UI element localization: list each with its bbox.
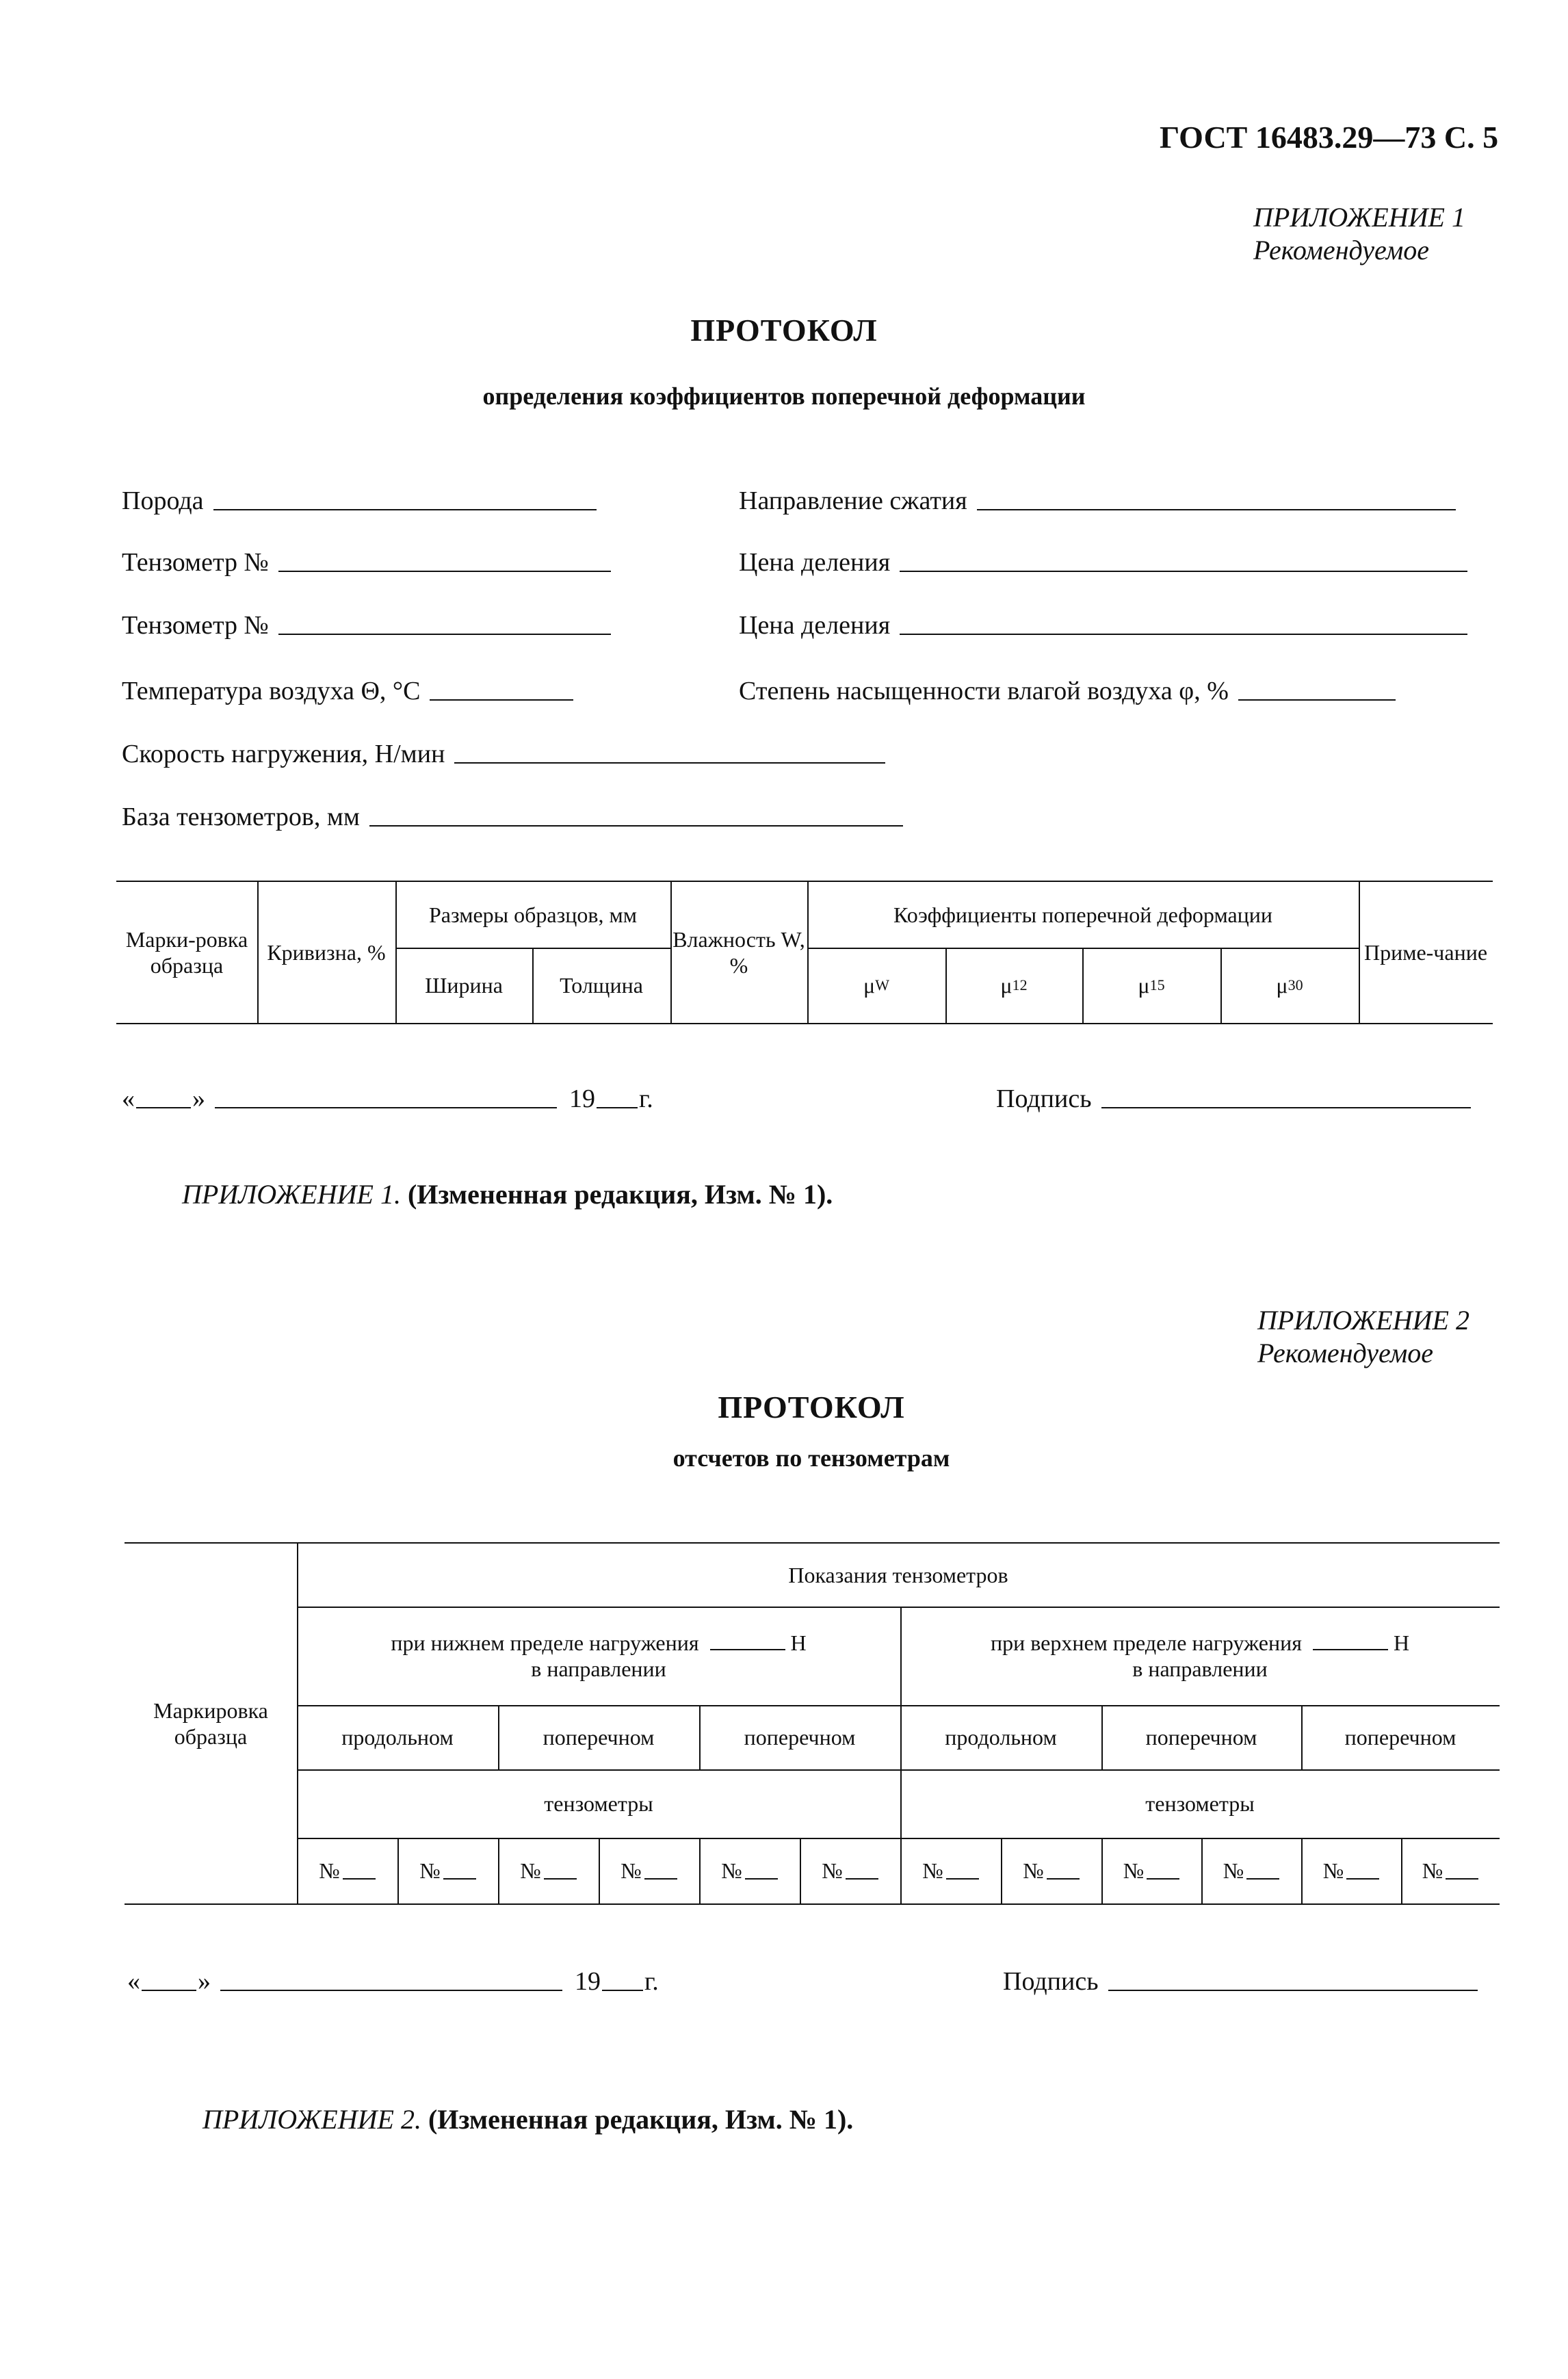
direction-cell: поперечном [744, 1725, 856, 1750]
appendix2-title: ПРОТОКОЛ [718, 1390, 905, 1425]
col-marking: Марки-ровка образца [125, 927, 248, 978]
tensometer-number-cell[interactable]: № [699, 1838, 800, 1903]
field-tensometer1: Тензометр № [122, 547, 611, 577]
field-tensometer2: Тензометр № [122, 610, 611, 640]
appendix1-subtitle: определения коэффициентов поперечной деформации [482, 382, 1086, 410]
direction-cell: поперечном [1344, 1725, 1456, 1750]
upper-load-blank[interactable] [1313, 1649, 1388, 1650]
col-note: Приме-чание [1363, 940, 1488, 965]
appendix1-month-blank[interactable] [215, 1107, 557, 1108]
col-width: Ширина [425, 973, 503, 998]
upper-load-header: при верхнем пределе нагружения Н в направлении [990, 1630, 1410, 1681]
tensometer-readings-table [125, 1542, 1500, 1905]
appendix2-amendment: ПРИЛОЖЕНИЕ 2. (Измененная редакция, Изм. № 1). [202, 2104, 854, 2135]
tensometer-number-cell[interactable]: № [498, 1838, 599, 1903]
coefficients-table [116, 881, 1493, 1024]
appendix2-signature-blank[interactable] [1108, 1990, 1478, 1991]
tensometer2-blank[interactable] [278, 634, 611, 635]
field-compression-direction: Направление сжатия [739, 486, 1456, 516]
lower-load-blank[interactable] [710, 1649, 785, 1650]
tensometer-number-cell[interactable]: № [599, 1838, 699, 1903]
tensometer-number-cell[interactable]: № [397, 1838, 498, 1903]
loading-rate-blank[interactable] [454, 762, 885, 764]
appendix2-label: ПРИЛОЖЕНИЕ 2 [1257, 1305, 1469, 1336]
appendix2-day-blank[interactable] [142, 1990, 196, 1991]
col-marking: Маркировка образца [153, 1698, 268, 1749]
tensometer-number-cell[interactable]: № [900, 1838, 1001, 1903]
appendix1-signature: Подпись [996, 1084, 1471, 1114]
tensometer-number-cell[interactable]: № [1201, 1838, 1301, 1903]
tensometer1-blank[interactable] [278, 571, 611, 572]
appendix1-signature-blank[interactable] [1101, 1107, 1471, 1108]
tensometers-label: тензометры [544, 1791, 653, 1816]
compression-direction-blank[interactable] [977, 509, 1456, 510]
appendix1-date-line: « » 19 г. [122, 1084, 653, 1113]
appendix1-title: ПРОТОКОЛ [690, 313, 878, 348]
col-mu-w: μ W [863, 973, 889, 998]
tensometer-number-cell[interactable]: № [297, 1838, 397, 1903]
lower-load-header: при нижнем пределе нагружения Н в направлении [391, 1630, 807, 1681]
appendix2-subtitle: отсчетов по тензометрам [672, 1444, 950, 1472]
readings-header: Показания тензометров [788, 1563, 1008, 1587]
appendix2-date-line: « » 19 г. [127, 1967, 659, 1996]
direction-cell: поперечном [1145, 1725, 1257, 1750]
col-mu-15: μ 15 [1138, 973, 1165, 998]
col-coefficients: Коэффициенты поперечной деформации [893, 902, 1273, 927]
field-air-humidity: Степень насыщенности влагой воздуха φ, % [739, 676, 1396, 706]
appendix2-month-blank[interactable] [220, 1990, 562, 1991]
appendix1-year-blank[interactable] [597, 1107, 638, 1108]
tensometers-label: тензометры [1145, 1791, 1255, 1816]
appendix1-status: Рекомендуемое [1253, 235, 1430, 265]
appendix1-amendment: ПРИЛОЖЕНИЕ 1. (Измененная редакция, Изм. № 1). [182, 1179, 833, 1210]
field-rock: Порода [122, 486, 597, 516]
air-temperature-blank[interactable] [430, 699, 573, 701]
col-moisture: Влажность W, % [672, 927, 805, 978]
air-humidity-blank[interactable] [1238, 699, 1396, 701]
rock-blank[interactable] [213, 509, 597, 510]
direction-cell: поперечном [543, 1725, 655, 1750]
appendix1-day-blank[interactable] [136, 1107, 191, 1108]
tensometer-base-blank[interactable] [369, 825, 903, 827]
division1-blank[interactable] [900, 571, 1467, 572]
field-division1: Цена деления [739, 547, 1467, 577]
col-sizes: Размеры образцов, мм [429, 902, 637, 927]
col-thickness: Толщина [560, 973, 643, 998]
direction-cell: продольном [341, 1725, 454, 1750]
tensometer-number-cell[interactable]: № [800, 1838, 900, 1903]
field-tensometer-base: База тензометров, мм [122, 802, 903, 832]
tensometer-number-cell[interactable]: № [1301, 1838, 1401, 1903]
appendix2-year-blank[interactable] [602, 1990, 643, 1991]
field-division2: Цена деления [739, 610, 1467, 640]
field-loading-rate: Скорость нагружения, Н/мин [122, 739, 885, 769]
tensometer-number-cell[interactable]: № [1001, 1838, 1101, 1903]
division2-blank[interactable] [900, 634, 1467, 635]
direction-cell: продольном [945, 1725, 1057, 1750]
field-air-temperature: Температура воздуха Θ, °С [122, 676, 573, 706]
document-reference: ГОСТ 16483.29—73 С. 5 [1160, 120, 1499, 155]
appendix2-status: Рекомендуемое [1257, 1338, 1434, 1368]
appendix1-label: ПРИЛОЖЕНИЕ 1 [1253, 202, 1465, 233]
col-mu-30: μ 30 [1276, 973, 1303, 998]
tensometer-number-cell[interactable]: № [1401, 1838, 1500, 1903]
tensometer-number-cell[interactable]: № [1101, 1838, 1201, 1903]
col-curvature: Кривизна, % [267, 940, 386, 965]
col-mu-12: μ 12 [1000, 973, 1028, 998]
appendix2-signature: Подпись [1003, 1966, 1478, 1997]
